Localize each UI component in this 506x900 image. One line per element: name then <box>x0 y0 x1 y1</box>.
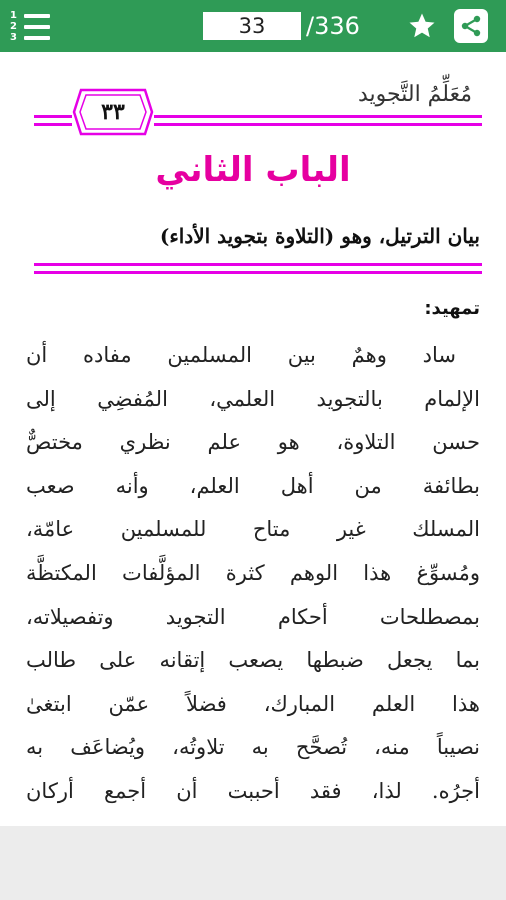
chapter-title: الباب الثاني <box>155 150 351 190</box>
chapter-subtitle: بيان الترتيل، وهو (التلاوة بتجويد الأداء) <box>159 224 480 248</box>
text-line: ساد وهمٌ بين المسلمين مفاده أن <box>26 343 456 367</box>
header-divider <box>154 115 482 118</box>
section-label: تمهيد: <box>424 298 480 319</box>
numbered-list-icon: 1 2 3 <box>10 10 17 43</box>
header-divider <box>154 123 482 126</box>
text-line: حسن التلاوة، هو علم نظري مختصٌّ <box>26 430 480 455</box>
subtitle-divider <box>34 263 482 266</box>
top-toolbar <box>0 0 506 52</box>
chapters-menu-button[interactable] <box>10 10 52 44</box>
share-button[interactable] <box>454 9 488 43</box>
text-line: ومُسوِّغ هذا الوهم كثرة المؤلَّفات المكتظَّة <box>26 560 480 585</box>
menu-line <box>24 25 50 29</box>
text-line: نصيباً منه، تُصحَّح به تلاوتُه، ويُضاعَف به <box>26 735 480 760</box>
book-title: مُعَلِّمُ التَّجويد <box>357 82 472 107</box>
share-icon <box>459 14 483 38</box>
text-line: بما يجعل ضبطها يصعب إتقانه على طالب <box>26 648 480 673</box>
book-page <box>0 52 506 826</box>
header-divider <box>34 115 72 118</box>
text-line: الإلمام بالتجويد العلمي، المُفضِي إلى <box>26 386 480 411</box>
menu-line <box>24 36 50 40</box>
body-text <box>26 334 480 814</box>
menu-line <box>24 14 50 18</box>
header-divider <box>34 123 72 126</box>
page-number-badge: ٣٣ <box>101 99 125 125</box>
star-icon <box>407 11 437 41</box>
text-line: هذا العلم المبارك، فضلاً عمّن ابتغىٰ <box>26 691 480 716</box>
subtitle-divider <box>34 271 482 274</box>
text-line: بمصطلحات أحكام التجويد وتفصيلاته، <box>26 604 480 629</box>
text-line: أجرُه. لذا، فقد أحببت أن أجمع أركان <box>26 778 480 803</box>
text-line: بطائفة من أهل العلم، وأنه صعب <box>26 473 480 498</box>
page-number-input[interactable] <box>203 12 301 40</box>
total-pages-label: /336 <box>306 12 360 40</box>
text-line: المسلك غير متاح للمسلمين عامّة، <box>26 517 480 542</box>
favorite-button[interactable] <box>404 9 440 43</box>
